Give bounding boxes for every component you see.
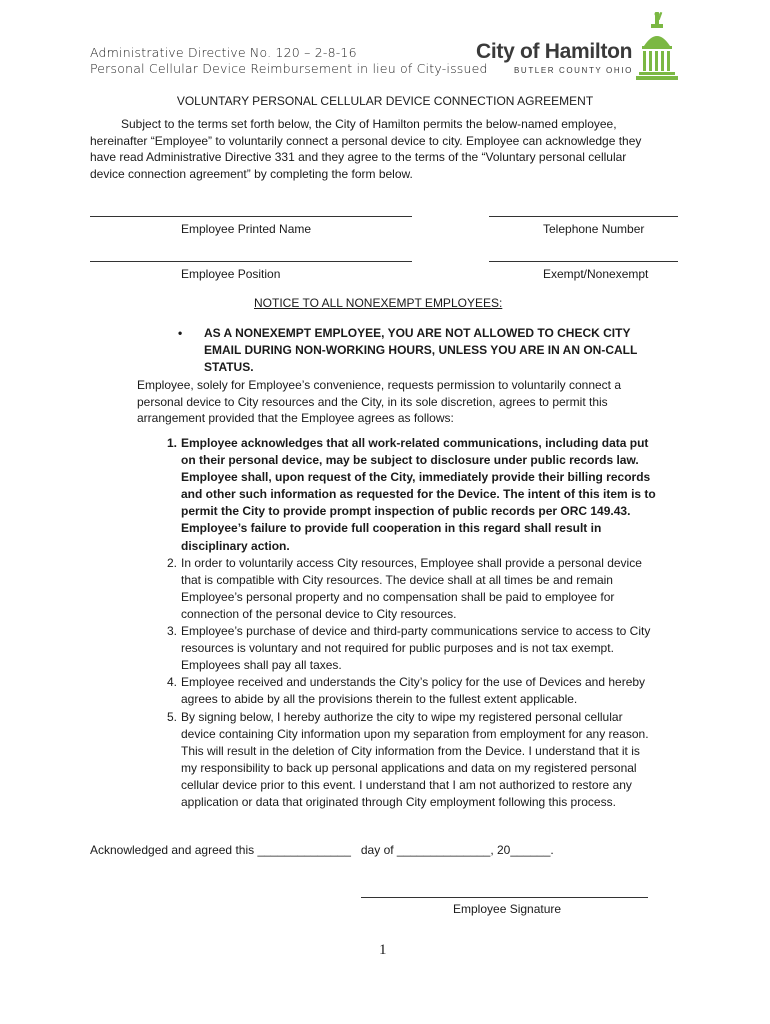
term-line: my responsibility to back up personal applications and data on my registered personal bbox=[181, 760, 637, 775]
term-line: resources is voluntary and not required for public purposes and is not tax exempt. bbox=[181, 641, 614, 656]
notice-text bbox=[204, 325, 637, 376]
term-line: permit the City to provide prompt inspection of public records per ORC 149.43. bbox=[181, 504, 631, 519]
term-item bbox=[166, 555, 701, 623]
term-line: By signing below, I hereby authorize the city to wipe my registered personal cellular bbox=[181, 709, 623, 724]
city-hall-icon bbox=[634, 12, 682, 84]
exempt-label: Exempt/Nonexempt bbox=[543, 267, 649, 281]
term-line: on their personal device, may be subject to disclosure under public records law. bbox=[181, 453, 639, 468]
term-line: Employee shall, upon request of the City, immediately provide their billing records bbox=[181, 470, 651, 485]
term-item bbox=[166, 709, 701, 812]
position-label: Employee Position bbox=[181, 267, 281, 281]
exempt-field[interactable] bbox=[489, 261, 678, 262]
intro-line: Subject to the terms set forth below, the City of Hamilton permits the below-named employee, bbox=[121, 117, 617, 131]
term-line: Employees shall pay all taxes. bbox=[181, 658, 342, 673]
phone-field[interactable] bbox=[489, 216, 678, 217]
term-line: Employee’s failure to provide full cooperation in this regard shall result in bbox=[181, 521, 602, 536]
notice-line: STATUS. bbox=[204, 360, 254, 374]
term-line: cellular device prior to this event. I understand that I am not authorized to restore any bbox=[181, 777, 632, 792]
notice-bullet: • bbox=[178, 326, 183, 340]
intro-line: have read Administrative Directive 331 and they agree to the terms of the “Voluntary personal cellular bbox=[90, 150, 627, 164]
request-paragraph bbox=[137, 377, 621, 427]
city-logo bbox=[472, 8, 684, 86]
notice-heading: NOTICE TO ALL NONEXEMPT EMPLOYEES: bbox=[254, 296, 503, 310]
request-line: Employee, solely for Employee’s convenience, requests permission to voluntarily connect a bbox=[137, 378, 622, 392]
term-line: This will result in the deletion of City information from the Device. I understand that it is bbox=[181, 743, 640, 758]
request-line: personal device to City resources and the City, in its sole discretion, agrees to permit this bbox=[137, 394, 608, 409]
term-item bbox=[166, 674, 701, 708]
term-number: 4. bbox=[166, 675, 177, 690]
term-item bbox=[166, 623, 701, 674]
phone-label: Telephone Number bbox=[543, 222, 645, 236]
term-line: Employee received and understands the City’s policy for the use of Devices and hereby bbox=[181, 675, 646, 690]
intro-line: hereinafter “Employee” to voluntarily connect a personal device to city. Employee can acknowledge they bbox=[90, 133, 642, 148]
term-line: Employee acknowledges that all work-related communications, including data put bbox=[181, 436, 649, 450]
logo-city-name: City of Hamilton bbox=[476, 40, 633, 63]
notice-line: EMAIL DURING NON-WORKING HOURS, UNLESS YOU ARE IN AN ON-CALL bbox=[204, 343, 638, 357]
name-field[interactable] bbox=[90, 216, 412, 217]
term-item bbox=[166, 435, 701, 555]
request-line: arrangement provided that the Employee agrees as follows: bbox=[137, 411, 454, 425]
term-line: Employee’s purchase of device and third-party communications service to access to City bbox=[181, 624, 651, 639]
acknowledgement-line: Acknowledged and agreed this ______________ day of ______________, 20______. bbox=[90, 843, 554, 857]
term-line: In order to voluntarily access City resources, Employee shall provide a personal device bbox=[181, 555, 642, 570]
notice-line: AS A NONEXEMPT EMPLOYEE, YOU ARE NOT ALLOWED TO CHECK CITY bbox=[204, 326, 631, 340]
intro-paragraph bbox=[90, 116, 690, 182]
term-line: disciplinary action. bbox=[181, 538, 290, 553]
term-line: Employee’s personal property and no compensation shall be paid to employee for bbox=[181, 589, 615, 604]
terms-list bbox=[166, 435, 701, 811]
term-line: agrees to abide by all the provisions therein to the fullest extent applicable. bbox=[181, 692, 578, 707]
name-label: Employee Printed Name bbox=[181, 222, 312, 236]
term-line: application or data that originated through City employment following this process. bbox=[181, 794, 616, 809]
position-field[interactable] bbox=[90, 261, 412, 262]
directive-subject: Personal Cellular Device Reimbursement in lieu of City-issued bbox=[90, 61, 488, 76]
term-line: device containing City information upon my separation from employment for any reason. bbox=[181, 726, 649, 741]
intro-line: device connection agreement” by completing the form below. bbox=[90, 166, 413, 181]
logo-county: BUTLER COUNTY OHIO bbox=[514, 66, 633, 75]
page-number: 1 bbox=[379, 942, 387, 958]
directive-number: Administrative Directive No. 120 – 2-8-16 bbox=[90, 45, 357, 60]
term-number: 3. bbox=[166, 624, 177, 639]
signature-label: Employee Signature bbox=[453, 902, 562, 916]
term-number: 5. bbox=[166, 709, 177, 724]
term-line: and other such information as requested for the Device. The intent of this item is to bbox=[181, 487, 656, 502]
term-number: 2. bbox=[166, 555, 177, 570]
agreement-title: VOLUNTARY PERSONAL CELLULAR DEVICE CONNECTION AGREEMENT bbox=[176, 94, 594, 108]
term-line: that is compatible with City resources. The device shall at all times be and remain bbox=[181, 572, 613, 587]
term-line: connection of the personal device to City resources. bbox=[181, 606, 457, 621]
term-number: 1. bbox=[166, 436, 177, 450]
signature-field[interactable] bbox=[361, 897, 648, 898]
